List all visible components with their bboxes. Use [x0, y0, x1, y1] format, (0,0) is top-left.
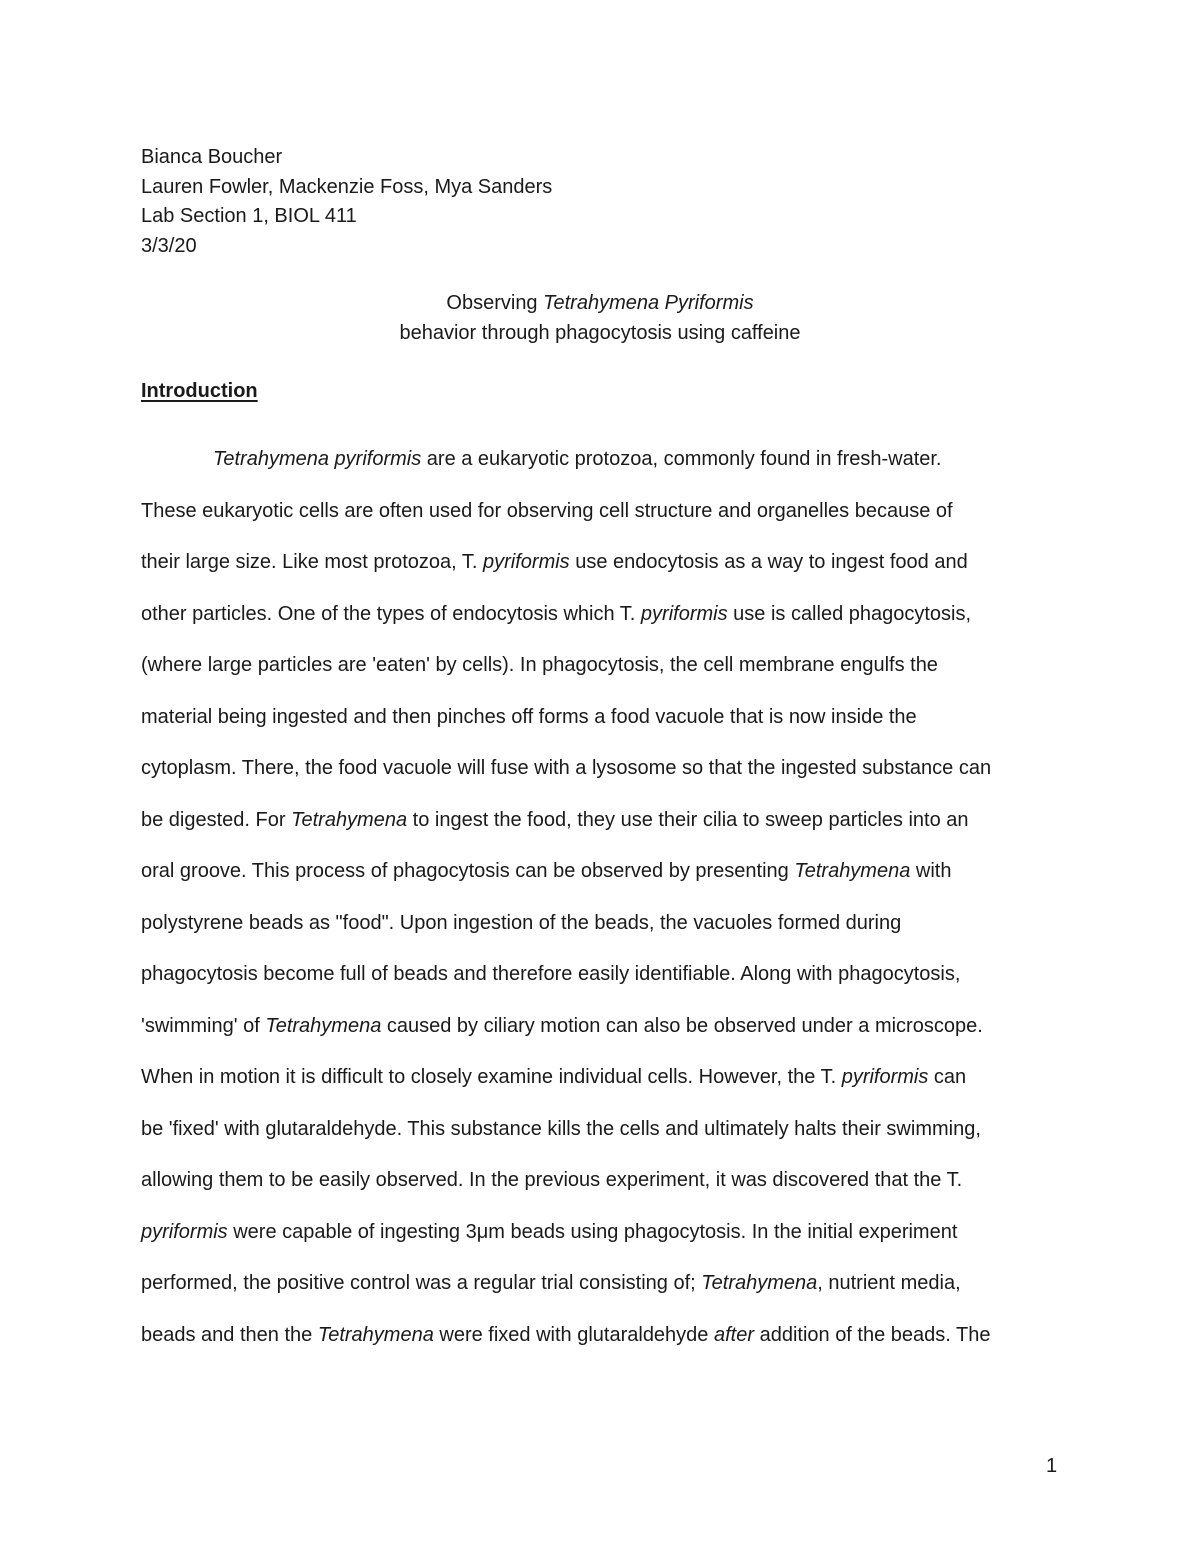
italic-text: pyriformis — [841, 1066, 929, 1088]
text-run: These eukaryotic cells are often used for observing cell structure and organelles because of — [141, 499, 953, 522]
text-run: , nutrient media, — [817, 1272, 961, 1294]
title-prefix: Observing — [446, 292, 544, 314]
paragraph-line — [141, 949, 1081, 1001]
text-run: (where large particles are 'eaten' by cells). In phagocytosis, the cell membrane engulfs the — [141, 654, 938, 676]
introduction-paragraph — [141, 434, 1081, 1361]
header-block — [141, 143, 552, 261]
author-name: Bianca Boucher — [141, 146, 283, 168]
report-date: 3/3/20 — [141, 234, 197, 257]
text-run: When in motion it is difficult to closely examine individual cells. However, the T. — [141, 1066, 842, 1088]
paragraph-line — [141, 1155, 1081, 1207]
lab-partners: Lauren Fowler, Mackenzie Foss, Mya Sanders — [141, 175, 553, 198]
text-run: are a eukaryotic protozoa, commonly found in fresh-water. — [421, 448, 942, 470]
paragraph-line — [141, 434, 1081, 486]
section-heading-introduction: Introduction — [141, 380, 258, 402]
text-run: their large size. Like most protozoa, T. — [141, 551, 484, 573]
paragraph-line — [141, 1104, 1081, 1156]
text-run: use is called phagocytosis, — [727, 602, 972, 625]
paragraph-line — [141, 898, 1081, 950]
text-run: allowing them to be easily observed. In the previous experiment, it was discovered that the T. — [141, 1169, 963, 1191]
italic-text: Tetrahymena — [265, 1014, 382, 1037]
text-run: polystyrene beads as "food". Upon ingestion of the beads, the vacuoles formed during — [141, 911, 902, 934]
title-line-2: behavior through phagocytosis using caffeine — [399, 322, 801, 344]
text-run: phagocytosis become full of beads and therefore easily identifiable. Along with phagocytosis, — [141, 963, 961, 985]
paragraph-line — [141, 795, 1081, 847]
text-run: oral groove. This process of phagocytosis can be observed by presenting — [141, 860, 795, 882]
paragraph-line — [141, 640, 1081, 692]
document-title — [0, 288, 1200, 348]
italic-text: Tetrahymena — [701, 1272, 818, 1294]
paragraph-line — [141, 1258, 1081, 1310]
italic-text: Tetrahymena — [317, 1323, 434, 1346]
text-run: were capable of ingesting 3μm beads using phagocytosis. In the initial experiment — [227, 1220, 958, 1243]
title-line-1 — [0, 288, 1200, 318]
text-run: caused by ciliary motion can also be observed under a microscope. — [381, 1014, 983, 1037]
italic-text: Tetrahymena pyriformis — [213, 448, 422, 470]
text-run: be 'fixed' with glutaraldehyde. This substance kills the cells and ultimately halts their swimming, — [141, 1117, 981, 1140]
lab-section: Lab Section 1, BIOL 411 — [141, 205, 357, 227]
italic-text: pyriformis — [483, 551, 570, 573]
paragraph-line — [141, 1001, 1081, 1053]
text-run: were fixed with glutaraldehyde — [433, 1323, 714, 1346]
text-run: beads and then the — [141, 1323, 318, 1346]
text-run: with — [910, 860, 952, 882]
paragraph-line — [141, 1207, 1081, 1259]
text-run: addition of the beads. The — [754, 1323, 991, 1346]
title-species: Tetrahymena Pyriformis — [543, 292, 754, 314]
paragraph-line — [141, 743, 1081, 795]
text-run: other particles. One of the types of endocytosis which T. — [141, 602, 641, 625]
paragraph-line — [141, 486, 1081, 538]
text-run: performed, the positive control was a regular trial consisting of; — [141, 1272, 702, 1294]
paragraph-line — [141, 846, 1081, 898]
text-run: be digested. For — [141, 808, 292, 831]
text-run: use endocytosis as a way to ingest food and — [569, 551, 968, 573]
paragraph-line — [141, 692, 1081, 744]
paragraph-line — [141, 1052, 1081, 1104]
text-run: material being ingested and then pinches off forms a food vacuole that is now inside the — [141, 705, 917, 728]
text-run: cytoplasm. There, the food vacuole will fuse with a lysosome so that the ingested substance can — [141, 757, 992, 779]
paragraph-line — [141, 1310, 1081, 1362]
italic-text: pyriformis — [640, 602, 728, 625]
italic-text: pyriformis — [141, 1220, 228, 1243]
italic-text: Tetrahymena — [794, 860, 911, 882]
paragraph-line — [141, 589, 1081, 641]
page-number: 1 — [1046, 1455, 1058, 1477]
italic-text: after — [713, 1323, 755, 1346]
text-run: to ingest the food, they use their cilia to sweep particles into an — [407, 808, 969, 831]
paragraph-line — [141, 537, 1081, 589]
text-run: can — [928, 1066, 967, 1088]
italic-text: Tetrahymena — [291, 808, 408, 831]
text-run: 'swimming' of — [141, 1014, 266, 1037]
